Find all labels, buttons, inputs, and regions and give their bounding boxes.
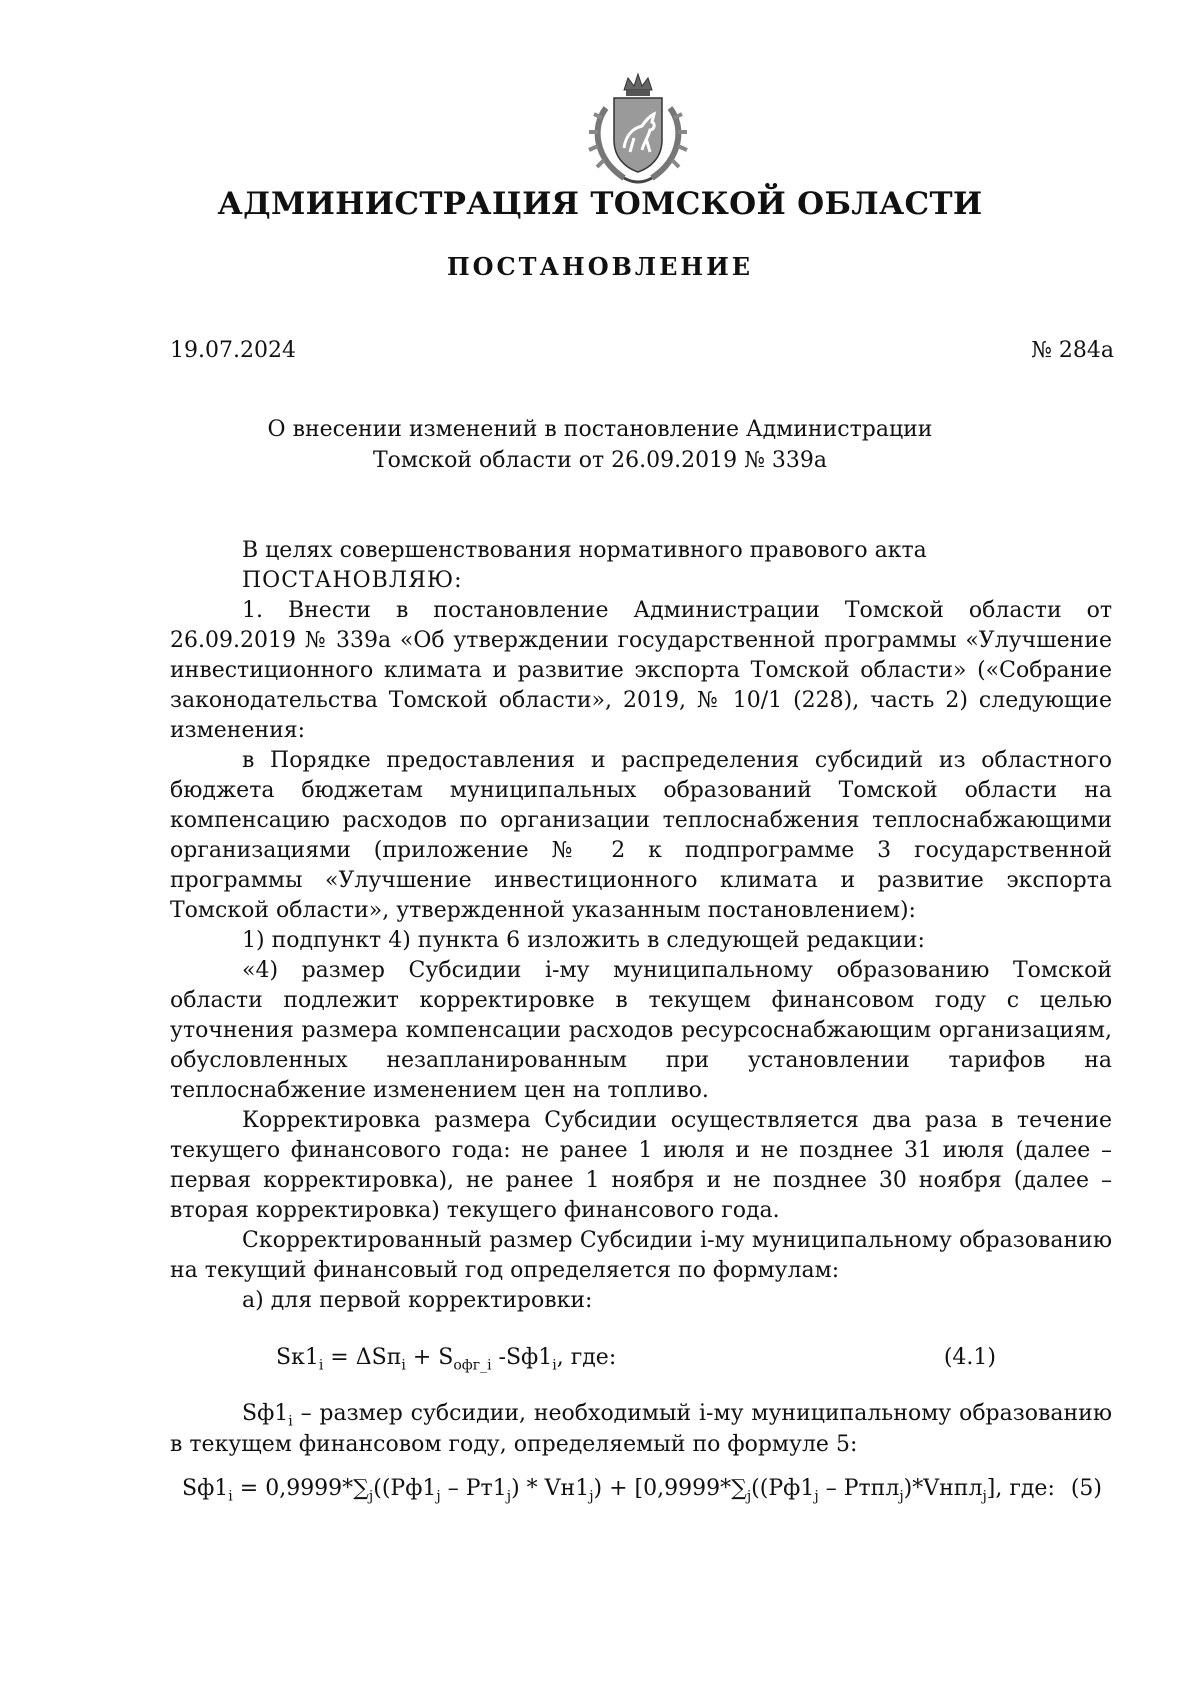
adjusted-paragraph: Скорректированный размер Субсидии i-му муниципальному образованию на текущий финансовый год определяется по формулам: xyxy=(170,1228,1112,1283)
formula-term: )*Vнпл xyxy=(903,1476,983,1501)
definition-text: – размер субсидии, необходимый i-му муниципальному образованию в текущем финансовом году, определяемый по формуле 5: xyxy=(170,1401,1112,1457)
formula-label: (5) xyxy=(1070,1476,1102,1501)
document-subject xyxy=(0,414,1200,476)
first-correction-heading: а) для первой корректировки: xyxy=(242,1288,593,1313)
formula-subscript: i xyxy=(552,1357,557,1374)
formula-5 xyxy=(182,1476,1102,1505)
correction-paragraph: Корректировка размера Субсидии осуществляется два раза в течение текущего финансового года: не ранее 1 июля и не позднее 31 июля (далее – первая корректировка), не ранее 1 ноября и не позднее 30 ноября (далее – вторая корректировка) текущего финансового года. xyxy=(170,1108,1112,1223)
sf1-definition xyxy=(170,1398,1112,1460)
document-date: 19.07.2024 xyxy=(170,338,296,363)
quoted-paragraph: «4) размер Субсидии i-му муниципальному образованию Томской области подлежит корректировке в текущем финансовом году с целью уточнения размера компенсации расходов ресурсоснабжающим организациям, обусловленных незапланированным при установлении тарифов на теплоснабжение изменением цен на топливо. xyxy=(170,958,1112,1103)
formula-term: – Рт1 xyxy=(440,1476,507,1501)
formula-term: , где: xyxy=(556,1345,617,1370)
document-number: № 284а xyxy=(1031,338,1114,363)
formula-term: = ΔSп xyxy=(323,1345,402,1370)
formula-term: ], где: xyxy=(986,1476,1055,1501)
document-type: ПОСТАНОВЛЕНИЕ xyxy=(446,252,754,281)
formula-term: = 0,9999*∑ xyxy=(232,1476,369,1501)
formula-term: – Ртпл xyxy=(818,1476,900,1501)
formula-subscript: i xyxy=(288,1413,293,1430)
formula-term: ((Рф1 xyxy=(373,1476,437,1501)
subject-line: О внесении изменений в постановление Администрации xyxy=(267,417,933,442)
document-body xyxy=(170,536,1112,1316)
formula-term: Sф1 xyxy=(182,1476,229,1501)
formula-4-1 xyxy=(276,1345,996,1374)
formula-subscript: j xyxy=(814,1488,819,1505)
formula-subscript: j xyxy=(982,1488,987,1505)
formula-subscript: j xyxy=(589,1488,594,1505)
order-paragraph: в Порядке предоставления и распределения субсидий из областного бюджета бюджетам муниципальных образований Томской области на компенсацию расходов по организации теплоснабжения теплоснабжающими организациями (приложение № 2 к подпрограмме 3 государственной программы «Улучшение инвестиционного климата и развитие экспорта Томской области», утвержденной указанным постановлением): xyxy=(170,748,1112,923)
formula-subscript: i xyxy=(228,1488,233,1505)
formula-term: Sф1 xyxy=(242,1401,289,1426)
formula-term: ) * Vн1 xyxy=(511,1476,590,1501)
formula-term: -Sф1 xyxy=(491,1345,553,1370)
subitem-1-paragraph: 1) подпункт 4) пункта 6 изложить в следующей редакции: xyxy=(242,928,925,953)
coat-of-arms-icon xyxy=(584,68,692,188)
formula-subscript: j xyxy=(746,1488,752,1505)
formula-term: + S xyxy=(405,1345,454,1370)
formula-term: ) + [0,9999*∑ xyxy=(593,1476,747,1501)
formula-label: (4.1) xyxy=(943,1345,996,1370)
formula-subscript: офг_i xyxy=(453,1357,492,1374)
item-1-paragraph: 1. Внести в постановление Администрации Томской области от 26.09.2019 № 339а «Об утверждении государственной программы «Улучшение инвестиционного климата и развитие экспорта Томской области» («Собрание законодательства Томской области», 2019, № 10/1 (228), часть 2) следующие изменения: xyxy=(170,598,1112,743)
formula-subscript: j xyxy=(506,1488,512,1505)
formula-subscript: i xyxy=(401,1357,406,1374)
subject-line: Томской области от 26.09.2019 № 339а xyxy=(372,448,828,473)
formula-subscript: j xyxy=(436,1488,441,1505)
formula-subscript: i xyxy=(318,1357,324,1374)
formula-term: Sк1 xyxy=(276,1345,319,1370)
formula-subscript: j xyxy=(899,1488,904,1505)
formula-subscript: j xyxy=(368,1488,374,1505)
formula-term: ((Рф1 xyxy=(751,1476,815,1501)
organization-title: АДМИНИСТРАЦИЯ ТОМСКОЙ ОБЛАСТИ xyxy=(217,186,983,222)
purpose-paragraph: В целях совершенствования нормативного правового акта xyxy=(242,538,927,563)
decree-word: ПОСТАНОВЛЯЮ: xyxy=(242,568,463,593)
